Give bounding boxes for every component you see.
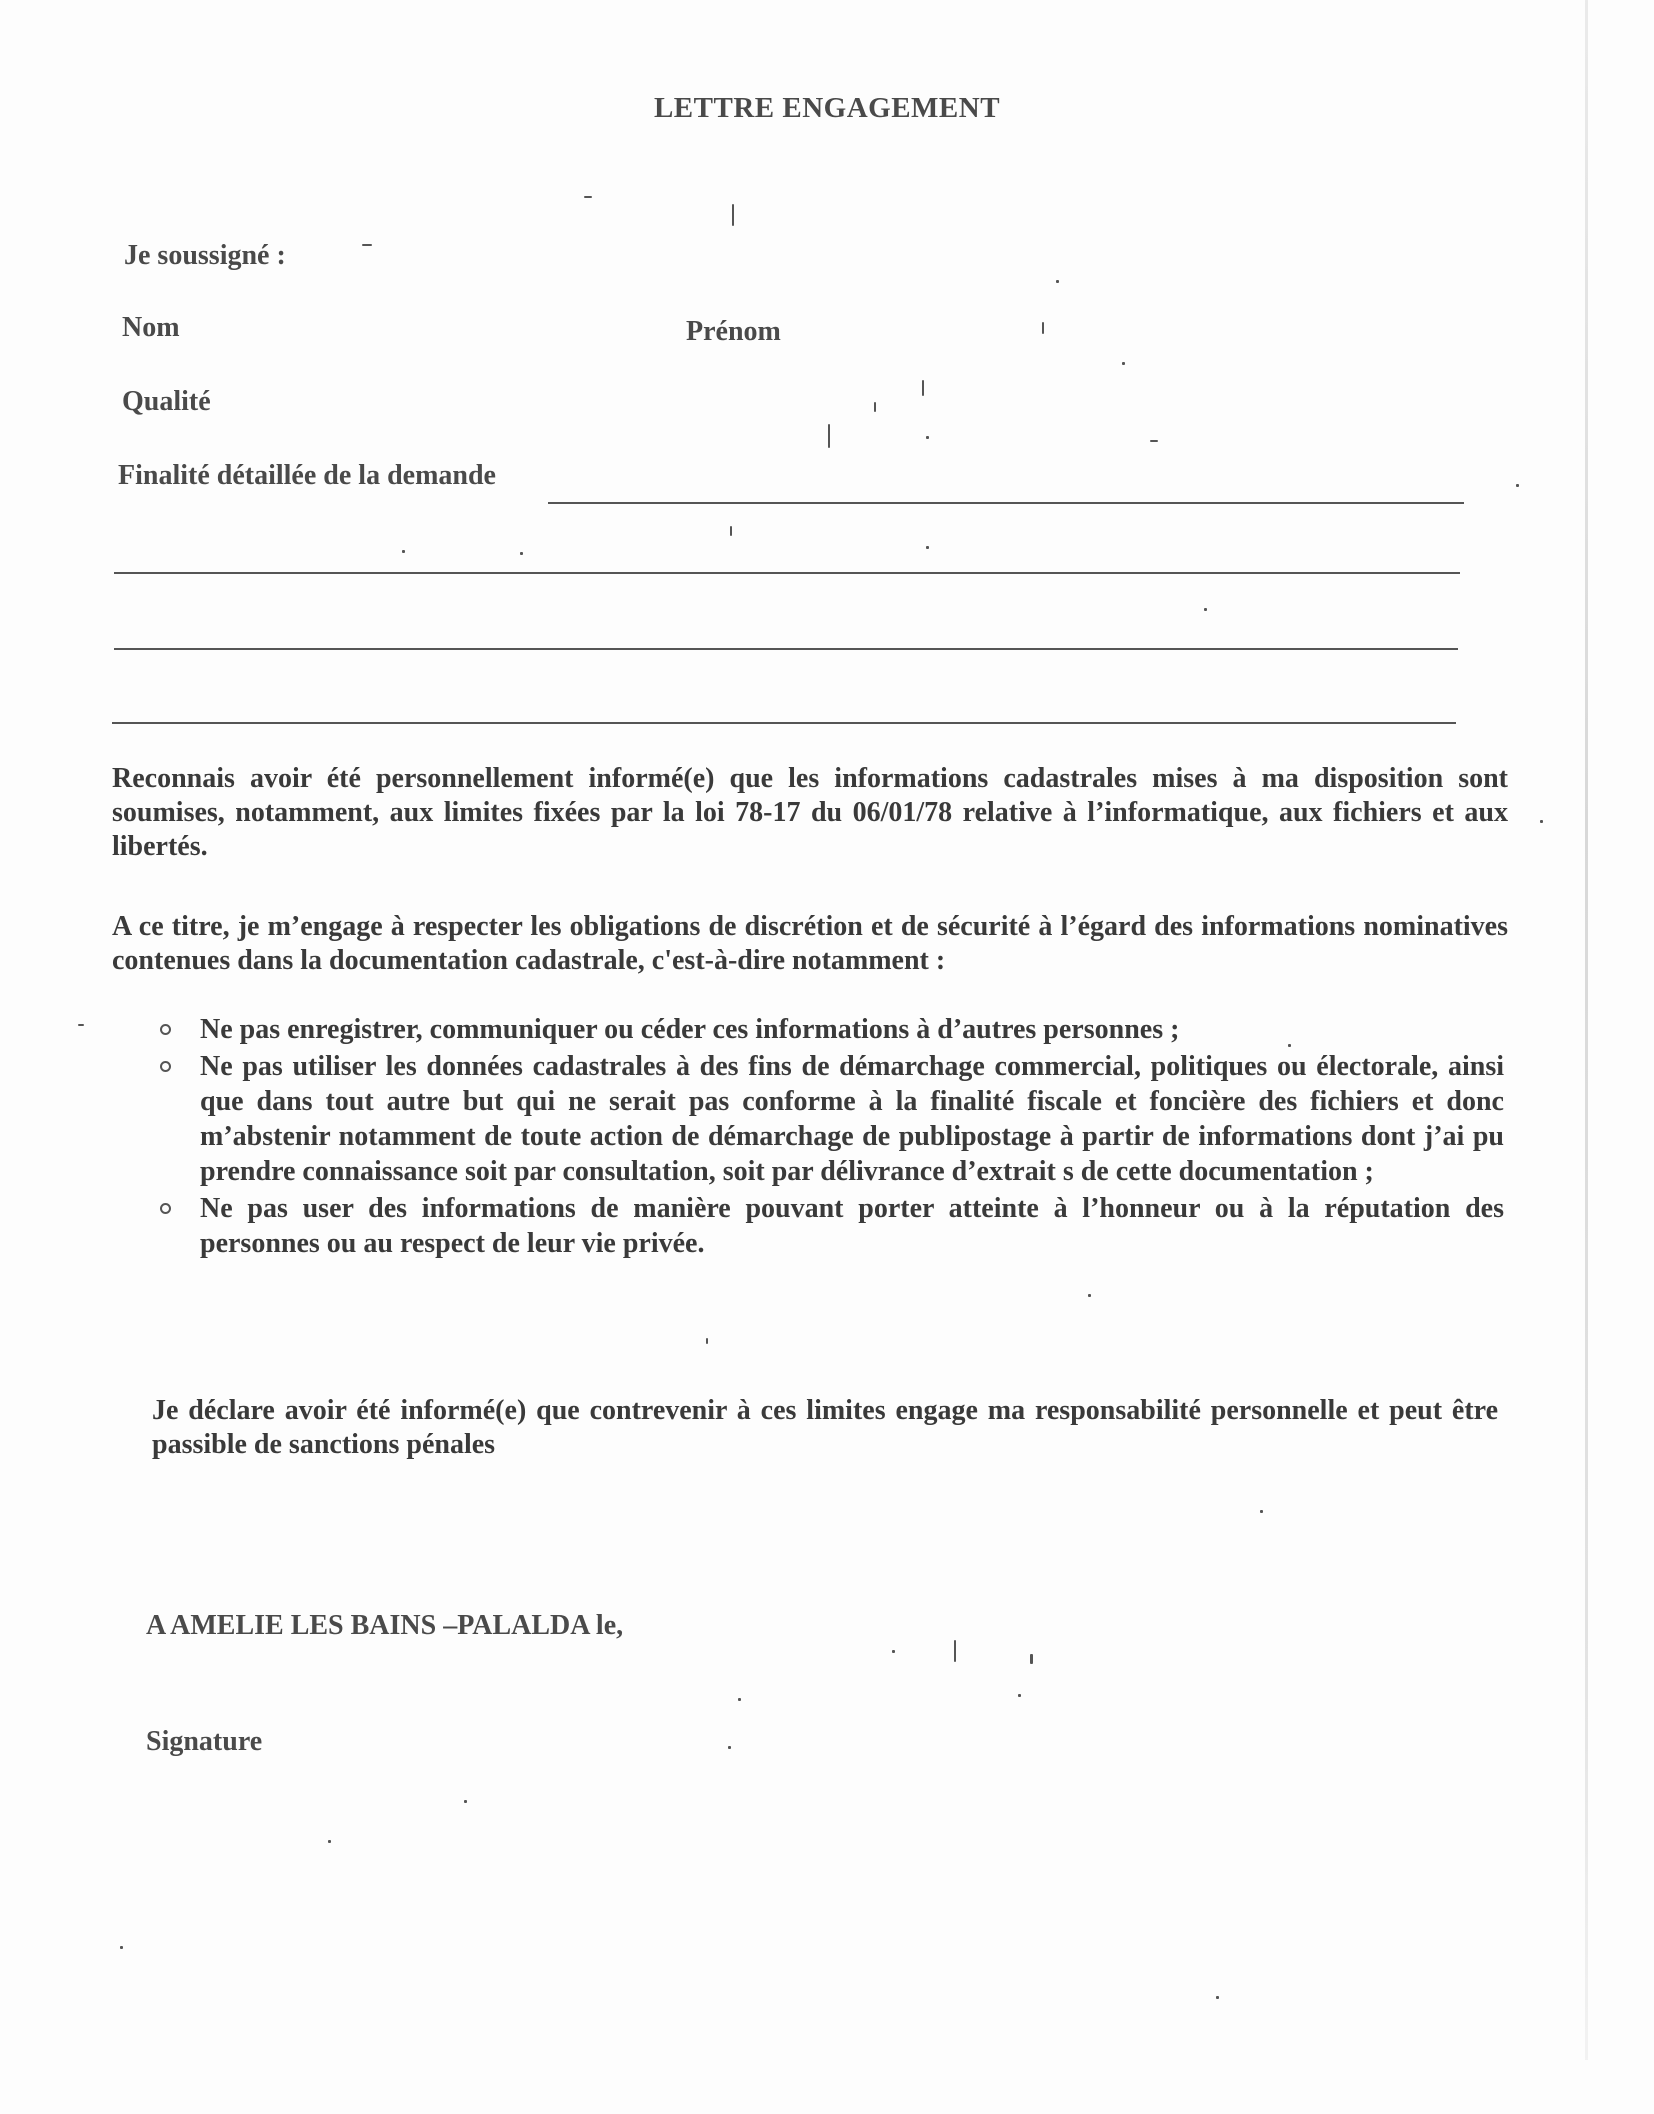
scan-speck: [874, 402, 876, 412]
obligation-item: [160, 1012, 1504, 1047]
bullet-icon: [160, 1203, 171, 1214]
obligation-item: [160, 1049, 1504, 1189]
finalite-line-3: [114, 648, 1458, 650]
scan-speck: [362, 244, 372, 246]
nom-label: Nom: [122, 312, 180, 343]
finalite-line-2: [114, 572, 1460, 574]
prenom-label: Prénom: [686, 316, 781, 347]
scan-speck: [892, 1650, 895, 1653]
finalite-line-1: [548, 502, 1464, 504]
scan-speck: [954, 1640, 956, 1662]
scan-speck: [828, 424, 830, 448]
scan-speck: [584, 196, 592, 198]
scan-speck: [706, 1338, 708, 1344]
bullet-icon: [160, 1061, 171, 1072]
scan-speck: [1030, 1654, 1033, 1664]
document-title: LETTRE ENGAGEMENT: [653, 92, 1001, 124]
declaration-paragraph: Je déclare avoir été informé(e) que contrevenir à ces limites engage ma responsabilité personnelle et peut être passible de sanctions pénales: [152, 1395, 1498, 1460]
obligations-list: [160, 1012, 1504, 1263]
obligation-text: Ne pas utiliser les données cadastrales à des fins de démarchage commercial, politiques ou électorale, ainsi que dans tout autre but qui ne serait pas conforme à la finalité fiscale et foncière des fichiers et donc m’abstenir notamment de toute action de démarchage de publipostage à partir de informations dont j’ai pu prendre connaissance soit par consultation, soit par délivrance d’extrait s de cette documentation ;: [200, 1051, 1504, 1187]
bullet-icon: [160, 1024, 171, 1035]
scan-speck: [738, 1698, 741, 1701]
scan-speck: [1216, 1996, 1219, 1999]
scan-speck: [730, 526, 732, 536]
scan-speck: [1056, 280, 1059, 283]
scan-edge: [1585, 0, 1588, 2060]
scan-speck: [328, 1840, 331, 1843]
scan-speck: [1042, 322, 1044, 334]
scan-speck: [1018, 1694, 1021, 1697]
scan-speck: [922, 380, 924, 396]
scan-speck: [1150, 440, 1158, 442]
engagement-paragraph: A ce titre, je m’engage à respecter les obligations de discrétion et de sécurité à l’égard des informations nominatives contenues dans la documentation cadastrale, c'est-à-dire notamment :: [112, 911, 1508, 976]
scan-speck: [402, 550, 405, 553]
obligation-text: Ne pas enregistrer, communiquer ou céder ces informations à d’autres personnes ;: [200, 1014, 1180, 1045]
obligation-text: Ne pas user des informations de manière pouvant porter atteinte à l’honneur ou à la réputation des personnes ou au respect de leur vie privée.: [200, 1193, 1504, 1259]
soussigne-label: Je soussigné :: [124, 240, 286, 271]
obligation-item: [160, 1191, 1504, 1261]
scan-speck: [464, 1800, 467, 1803]
scan-speck: [728, 1746, 731, 1749]
scan-speck: [1088, 1294, 1091, 1297]
scan-speck: [926, 436, 929, 439]
scan-speck: [520, 552, 523, 555]
scan-speck: [78, 1024, 84, 1026]
scan-speck: [1540, 820, 1543, 823]
scan-speck: [120, 1946, 123, 1949]
scan-speck: [926, 546, 929, 549]
scan-speck: [1122, 362, 1125, 365]
reconnais-paragraph: Reconnais avoir été personnellement informé(e) que les informations cadastrales mises à ma disposition sont soumises, notamment, aux limites fixées par la loi 78-17 du 06/01/78 relative à l’informatique, aux fichiers et aux libertés.: [112, 763, 1508, 862]
scan-speck: [1288, 1044, 1291, 1047]
scan-speck: [1260, 1510, 1263, 1513]
finalite-label: Finalité détaillée de la demande: [118, 460, 496, 491]
finalite-line-4: [112, 722, 1456, 724]
place-date-label: A AMELIE LES BAINS –PALALDA le,: [146, 1610, 624, 1641]
scan-speck: [1516, 484, 1519, 487]
qualite-label: Qualité: [122, 386, 211, 417]
scan-speck: [732, 204, 734, 226]
signature-label: Signature: [146, 1726, 263, 1757]
scan-speck: [1204, 608, 1207, 611]
